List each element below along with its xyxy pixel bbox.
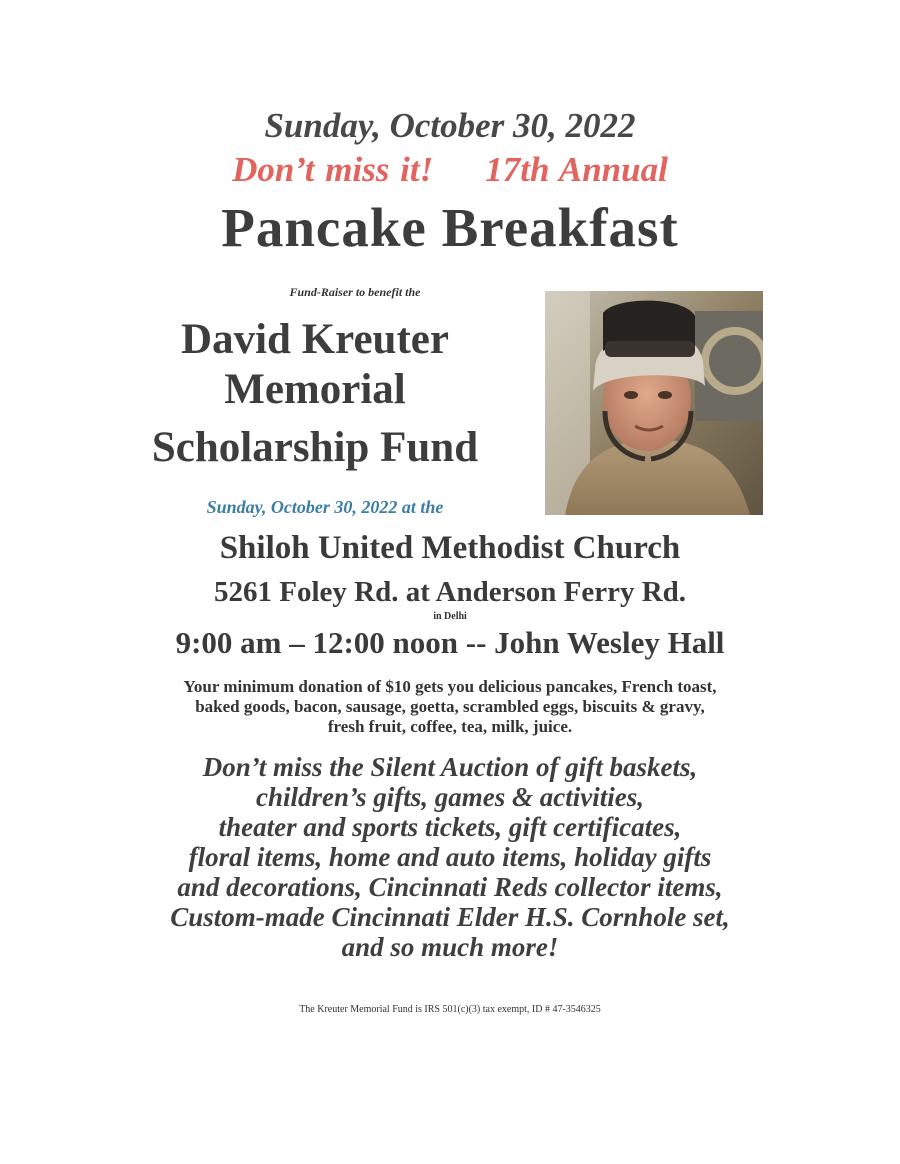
event-time: 9:00 am – 12:00 noon -- John Wesley Hall	[175, 625, 725, 660]
portrait-photo-icon	[545, 291, 763, 515]
donation-line: Your minimum donation of $10 gets you delicious pancakes, French toast,	[183, 677, 717, 696]
donation-details	[100, 677, 800, 737]
tax-exempt-footer: The Kreuter Memorial Fund is IRS 501(c)(3) tax exempt, ID # 47-3546325	[299, 1004, 601, 1015]
tagline-dont-miss: Don’t miss it!	[232, 150, 434, 189]
fund-name-line-3: Scholarship Fund	[151, 424, 479, 471]
tagline	[0, 150, 900, 190]
donation-line: baked goods, bacon, sausage, goetta, scrambled eggs, biscuits & gravy,	[195, 697, 705, 716]
auction-line: and so much more!	[341, 932, 559, 962]
auction-line: theater and sports tickets, gift certificates,	[218, 812, 682, 842]
auction-line: floral items, home and auto items, holiday gifts	[188, 842, 712, 872]
portrait-photo	[545, 291, 763, 515]
auction-line: Don’t miss the Silent Auction of gift baskets,	[202, 752, 698, 782]
auction-line: and decorations, Cincinnati Reds collector items,	[177, 872, 723, 902]
fund-name-line-2: Memorial	[224, 366, 406, 413]
event-date-heading: Sunday, October 30, 2022	[264, 106, 636, 145]
tagline-annual: 17th Annual	[485, 150, 668, 189]
page-title: Pancake Breakfast	[221, 197, 679, 258]
donation-line: fresh fruit, coffee, tea, milk, juice.	[327, 717, 573, 736]
fund-name-line-1: David Kreuter	[181, 316, 449, 363]
silent-auction-details	[90, 752, 810, 962]
venue-address: 5261 Foley Rd. at Anderson Ferry Rd.	[213, 576, 687, 608]
auction-line: Custom-made Cincinnati Elder H.S. Cornhole set,	[170, 902, 730, 932]
venue-locality: in Delhi	[433, 611, 467, 622]
fundraiser-intro: Fund-Raiser to benefit the	[289, 285, 421, 299]
venue-name: Shiloh United Methodist Church	[219, 530, 681, 566]
auction-line: children’s gifts, games & activities,	[256, 782, 644, 812]
event-date-line: Sunday, October 30, 2022 at the	[206, 497, 444, 517]
